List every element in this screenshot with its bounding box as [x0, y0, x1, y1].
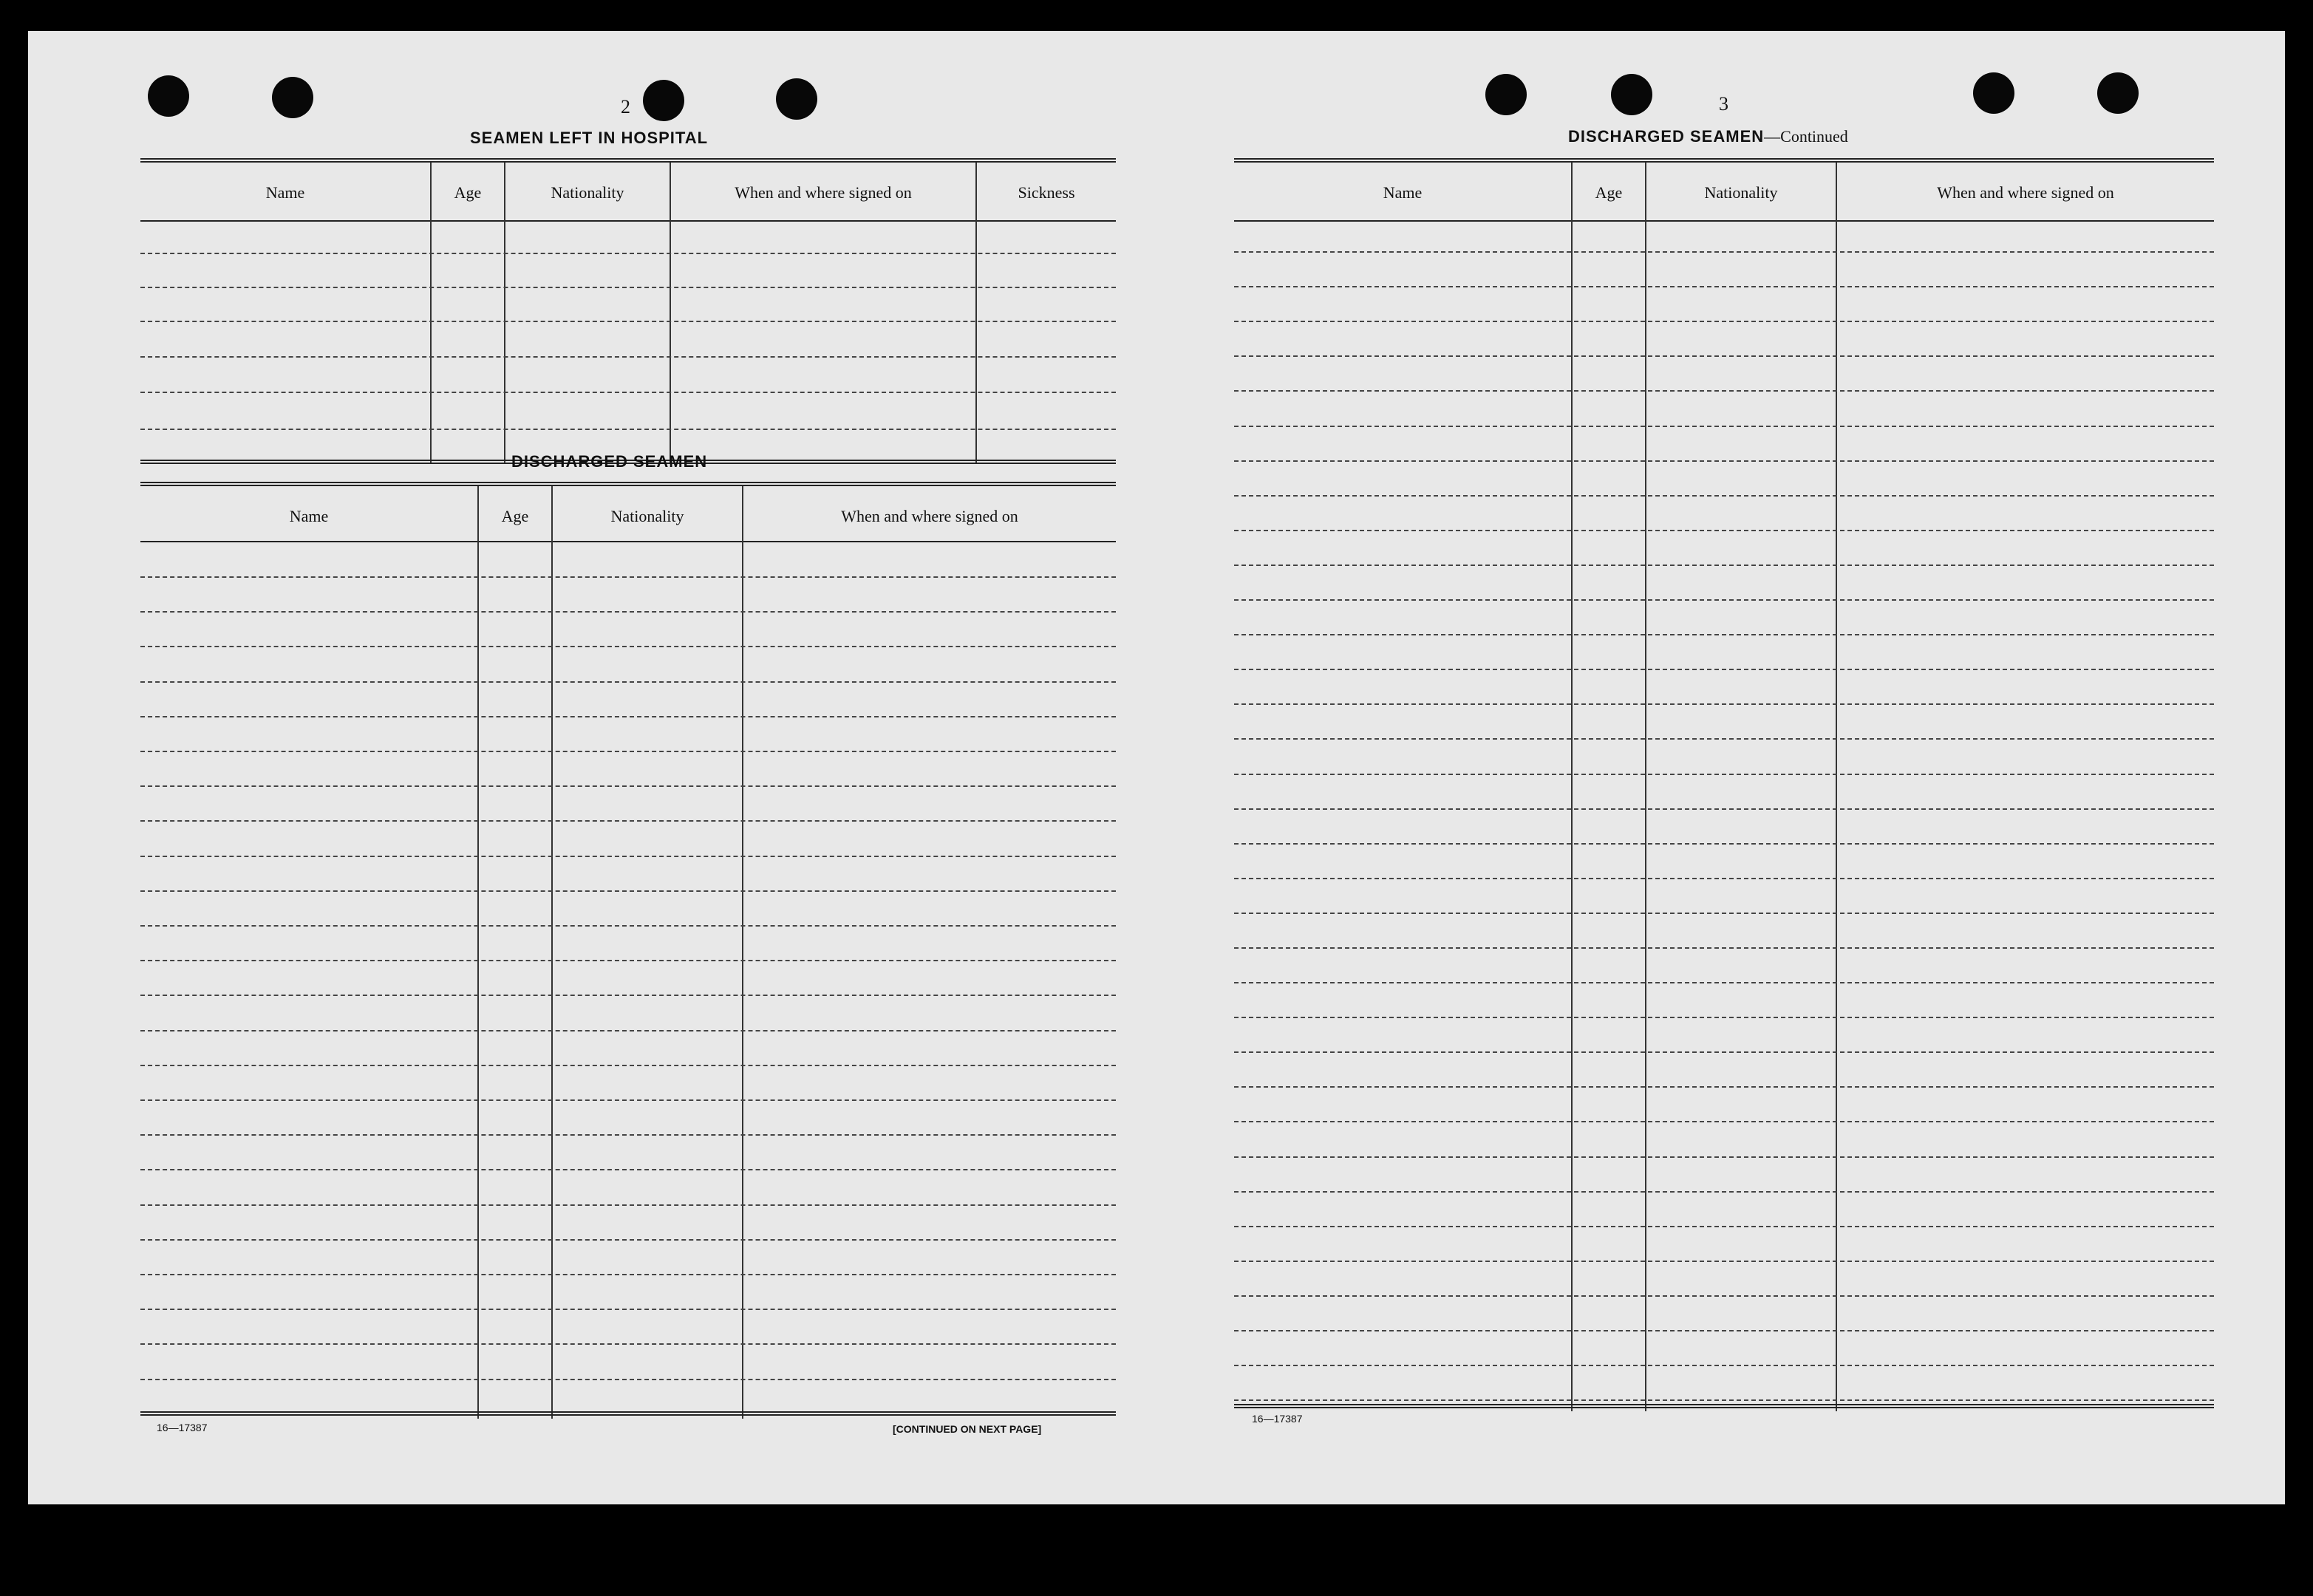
entry-line — [1234, 1121, 2214, 1122]
entry-line — [1234, 843, 2214, 845]
entry-line — [140, 1343, 1116, 1345]
entry-line — [1234, 530, 2214, 531]
hospital-table-title: SEAMEN LEFT IN HOSPITAL — [470, 129, 709, 147]
entry-line — [140, 356, 1116, 358]
entry-line — [140, 1030, 1116, 1031]
col-header-signed-on: When and where signed on — [841, 507, 1018, 525]
entry-line — [140, 1204, 1116, 1206]
entry-line — [140, 1099, 1116, 1101]
continued-note: [CONTINUED ON NEXT PAGE] — [893, 1423, 1042, 1435]
entry-line — [1234, 286, 2214, 287]
form-code: 16—17387 — [157, 1422, 208, 1433]
entry-line — [140, 890, 1116, 892]
col-header-signed-on: When and where signed on — [735, 183, 912, 202]
entry-line — [140, 646, 1116, 647]
entry-line — [1234, 774, 2214, 775]
entry-line — [140, 253, 1116, 254]
entry-line — [140, 681, 1116, 683]
entry-line — [1234, 1156, 2214, 1158]
entry-line — [1234, 460, 2214, 462]
entry-line — [1234, 1226, 2214, 1227]
col-header-nationality: Nationality — [1704, 183, 1778, 202]
discharged-table-title: DISCHARGED SEAMEN — [511, 452, 708, 471]
entry-line — [1234, 703, 2214, 705]
page-number: 3 — [1719, 93, 1728, 115]
entry-line — [140, 856, 1116, 857]
punch-hole — [148, 75, 189, 117]
entry-line — [140, 429, 1116, 430]
entry-line — [140, 1134, 1116, 1136]
entry-line — [140, 925, 1116, 927]
entry-line — [1234, 669, 2214, 670]
entry-line — [1234, 1086, 2214, 1088]
entry-line — [140, 392, 1116, 393]
form-code: 16—17387 — [1252, 1413, 1303, 1425]
entry-line — [1234, 1365, 2214, 1366]
entry-line — [1234, 738, 2214, 740]
entry-line — [140, 611, 1116, 613]
entry-line — [1234, 1330, 2214, 1331]
entry-line — [1234, 634, 2214, 635]
entry-line — [1234, 1261, 2214, 1262]
entry-line — [140, 1379, 1116, 1380]
entry-line — [140, 1065, 1116, 1066]
entry-line — [1234, 1295, 2214, 1297]
discharged-continued-header — [1234, 163, 2214, 222]
entry-line — [140, 1169, 1116, 1170]
entry-line — [1234, 565, 2214, 566]
entry-line — [140, 1309, 1116, 1310]
entry-line — [140, 1239, 1116, 1241]
entry-line — [1234, 1399, 2214, 1401]
punch-hole — [1973, 72, 2014, 114]
entry-line — [1234, 355, 2214, 357]
entry-line — [1234, 599, 2214, 601]
discharged-table — [140, 482, 1116, 1419]
punch-hole — [643, 80, 684, 121]
entry-line — [1234, 1051, 2214, 1053]
punch-hole — [2097, 72, 2139, 114]
col-header-signed-on: When and where signed on — [1937, 183, 2114, 202]
punch-hole — [776, 78, 817, 120]
col-header-name: Name — [289, 507, 329, 525]
entry-line — [140, 321, 1116, 322]
entry-line — [1234, 982, 2214, 983]
col-header-nationality: Nationality — [610, 507, 684, 525]
title-main: DISCHARGED SEAMEN — [1568, 127, 1765, 146]
entry-line — [140, 1274, 1116, 1275]
entry-line — [1234, 808, 2214, 810]
title-suffix: —Continued — [1764, 127, 1848, 146]
entry-line — [1234, 1191, 2214, 1193]
col-header-age: Age — [454, 183, 482, 202]
hospital-table — [140, 158, 1116, 466]
entry-line — [1234, 878, 2214, 879]
col-header-age: Age — [1595, 183, 1623, 202]
discharged-table-header — [140, 486, 1116, 542]
entry-line — [140, 287, 1116, 288]
entry-line — [140, 576, 1116, 578]
col-header-age: Age — [501, 507, 529, 525]
entry-line — [1234, 1017, 2214, 1018]
form-sheet — [28, 31, 2285, 1504]
page-number: 2 — [621, 96, 630, 117]
punch-hole — [272, 77, 313, 118]
entry-line — [1234, 947, 2214, 949]
entry-line — [1234, 390, 2214, 392]
entry-line — [140, 751, 1116, 752]
discharged-continued-title — [1568, 127, 1848, 146]
discharged-continued-table — [1234, 158, 2214, 1411]
entry-line — [140, 820, 1116, 822]
col-header-name: Name — [1383, 183, 1423, 202]
col-header-nationality: Nationality — [551, 183, 624, 202]
punch-hole — [1611, 74, 1652, 115]
col-header-name: Name — [265, 183, 305, 202]
entry-line — [140, 960, 1116, 961]
entry-line — [1234, 426, 2214, 427]
entry-line — [1234, 913, 2214, 914]
punch-hole — [1485, 74, 1527, 115]
entry-line — [140, 716, 1116, 717]
hospital-table-header — [140, 163, 1116, 222]
entry-line — [140, 995, 1116, 996]
entry-line — [1234, 251, 2214, 253]
entry-line — [140, 785, 1116, 787]
col-header-sickness: Sickness — [1018, 183, 1075, 202]
entry-line — [1234, 495, 2214, 497]
entry-line — [1234, 321, 2214, 322]
